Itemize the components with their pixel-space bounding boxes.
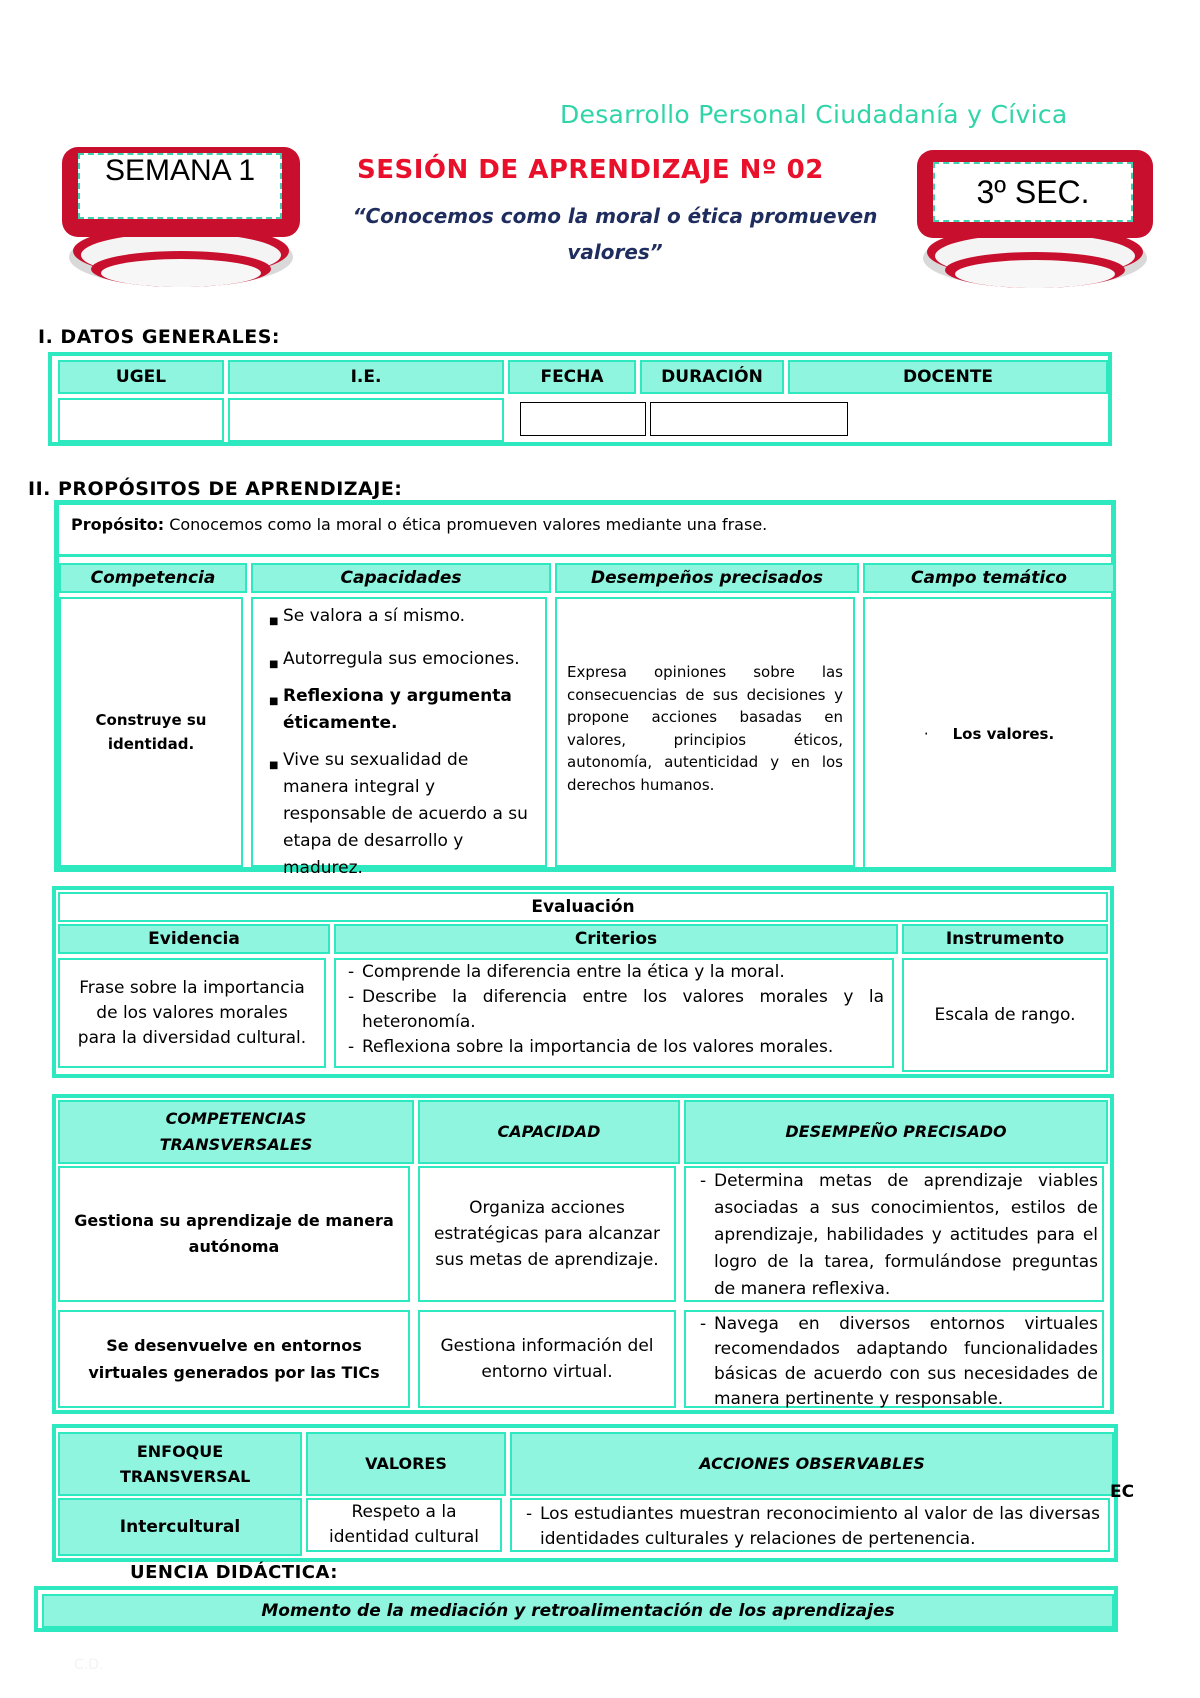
col-capacidad: CAPACIDAD [418, 1100, 680, 1164]
fecha-field[interactable] [520, 402, 646, 436]
col-valores: VALORES [306, 1432, 506, 1496]
transversales-table [52, 1094, 1114, 1414]
transversal-capacidad: Gestiona información del entorno virtual. [418, 1310, 676, 1408]
col-enfoque: ENFOQUE TRANSVERSAL [58, 1432, 302, 1496]
transversal-competencia: Gestiona su aprendizaje de manera autónoma [58, 1166, 410, 1302]
col-evidencia: Evidencia [58, 924, 330, 954]
col-acciones: ACCIONES OBSERVABLES [510, 1432, 1114, 1496]
col-capacidades: Capacidades [251, 563, 551, 593]
capacidad-item: ■ Reflexiona y argumenta éticamente. [283, 683, 537, 737]
transversal-competencia: Se desenvuelve en entornos virtuales generados por las TICs [58, 1310, 410, 1408]
stray-text: EC [1110, 1482, 1135, 1502]
transversal-desempeno-cell [684, 1310, 1104, 1408]
transversal-desempeno: - Navega en diversos entornos virtuales recomendados adaptando funcionalidades básicas de acuerdo con sus necesidades de manera pertinente y responsable. [714, 1312, 1098, 1412]
col-desempeno-precisado: DESEMPEÑO PRECISADO [684, 1100, 1108, 1164]
week-badge [60, 145, 302, 295]
enfoque-cell: Intercultural [58, 1498, 302, 1556]
secuencia-table [34, 1586, 1118, 1632]
grade-badge [915, 148, 1155, 298]
propositos-heading: II. PROPÓSITOS DE APRENDIZAJE: [28, 478, 403, 500]
secuencia-heading: UENCIA DIDÁCTICA: [130, 1562, 338, 1583]
col-competencias-transversales: COMPETENCIAS TRANSVERSALES [58, 1100, 414, 1164]
purpose-row [59, 505, 1111, 557]
evaluacion-table [52, 886, 1114, 1078]
capacidad-item: ■ Vive su sexualidad de manera integral y responsable de acuerdo a su etapa de desarrollo y madurez. [283, 747, 537, 882]
transversal-desempeno-list [698, 1312, 1098, 1412]
col-competencia: Competencia [59, 563, 247, 593]
subject-title: Desarrollo Personal Ciudadanía y Cívica [560, 100, 1068, 129]
datos-generales-heading: I. DATOS GENERALES: [38, 326, 280, 348]
datos-generales-table [48, 352, 1112, 446]
campo-bullet: · [923, 725, 929, 743]
valor-cell: Respeto a la identidad cultural [306, 1498, 502, 1552]
acciones-list [524, 1502, 1100, 1552]
transversal-capacidad: Organiza acciones estratégicas para alcanzar sus metas de aprendizaje. [418, 1166, 676, 1302]
docente-value[interactable] [854, 398, 1108, 442]
evaluacion-title: Evaluación [58, 892, 1108, 922]
campo-text: Los valores. [952, 725, 1055, 743]
col-criterios: Criterios [334, 924, 898, 954]
purpose-text: Conocemos como la moral o ética promueven valores mediante una frase. [169, 515, 768, 534]
campo-cell [863, 597, 1115, 871]
criterio-item: - Comprende la diferencia entre la ética y la moral. [362, 960, 884, 985]
accion-cell [510, 1498, 1110, 1552]
transversal-desempeno-list [698, 1168, 1098, 1303]
transversal-desempeno: - Determina metas de aprendizaje viables asociadas a sus conocimientos, estilos de aprendizaje, habilidades y actitudes para el logro de la tarea, formulándose preguntas de manera reflexiva. [714, 1168, 1098, 1303]
accion-item: - Los estudiantes muestran reconocimiento al valor de las diversas identidades culturales y relaciones de pertenencia. [540, 1502, 1100, 1552]
col-ugel: UGEL [58, 360, 224, 394]
session-subtitle: “Conocemos como la moral o ética promueven valores” [352, 204, 878, 264]
col-duracion: DURACIÓN [640, 360, 784, 394]
col-fecha: FECHA [508, 360, 636, 394]
duracion-field[interactable] [650, 402, 848, 436]
capacidad-item: ■ Autorregula sus emociones. [283, 646, 537, 673]
grade-label: 3º SEC. [933, 162, 1133, 222]
week-label: SEMANA 1 [78, 153, 282, 219]
col-ie: I.E. [228, 360, 504, 394]
col-campo: Campo temático [863, 563, 1115, 593]
transversal-desempeno-cell [684, 1166, 1104, 1302]
ugel-value[interactable] [58, 398, 224, 442]
footer-watermark: C.D. [74, 1657, 104, 1673]
capacidades-list [269, 603, 537, 882]
enfoque-table [52, 1424, 1118, 1562]
desempeno-cell: Expresa opiniones sobre las consecuencias de sus decisiones y propone acciones basadas en valores, principios éticos, autonomía, autenticidad y en los derechos humanos. [555, 597, 855, 867]
criterio-item: - Describe la diferencia entre los valores morales y la heteronomía. [362, 985, 884, 1035]
instrumento-cell: Escala de rango. [902, 958, 1108, 1072]
propositos-table [54, 500, 1116, 878]
criterios-list [346, 960, 884, 1060]
session-title: SESIÓN DE APRENDIZAJE Nº 02 [357, 155, 824, 185]
momento-row: Momento de la mediación y retroalimentación de los aprendizajes [42, 1594, 1114, 1628]
col-instrumento: Instrumento [902, 924, 1108, 954]
capacidades-cell [251, 597, 547, 878]
purpose-label: Propósito: [71, 515, 165, 534]
criterios-cell [334, 958, 894, 1068]
ie-value[interactable] [228, 398, 504, 442]
capacidad-item: ■ Se valora a sí mismo. [283, 603, 537, 630]
col-docente: DOCENTE [788, 360, 1108, 394]
col-desempenos: Desempeños precisados [555, 563, 859, 593]
competencia-cell: Construye su identidad. [59, 597, 243, 867]
evidencia-cell: Frase sobre la importancia de los valores morales para la diversidad cultural. [58, 958, 326, 1068]
criterio-item: - Reflexiona sobre la importancia de los valores morales. [362, 1035, 884, 1060]
